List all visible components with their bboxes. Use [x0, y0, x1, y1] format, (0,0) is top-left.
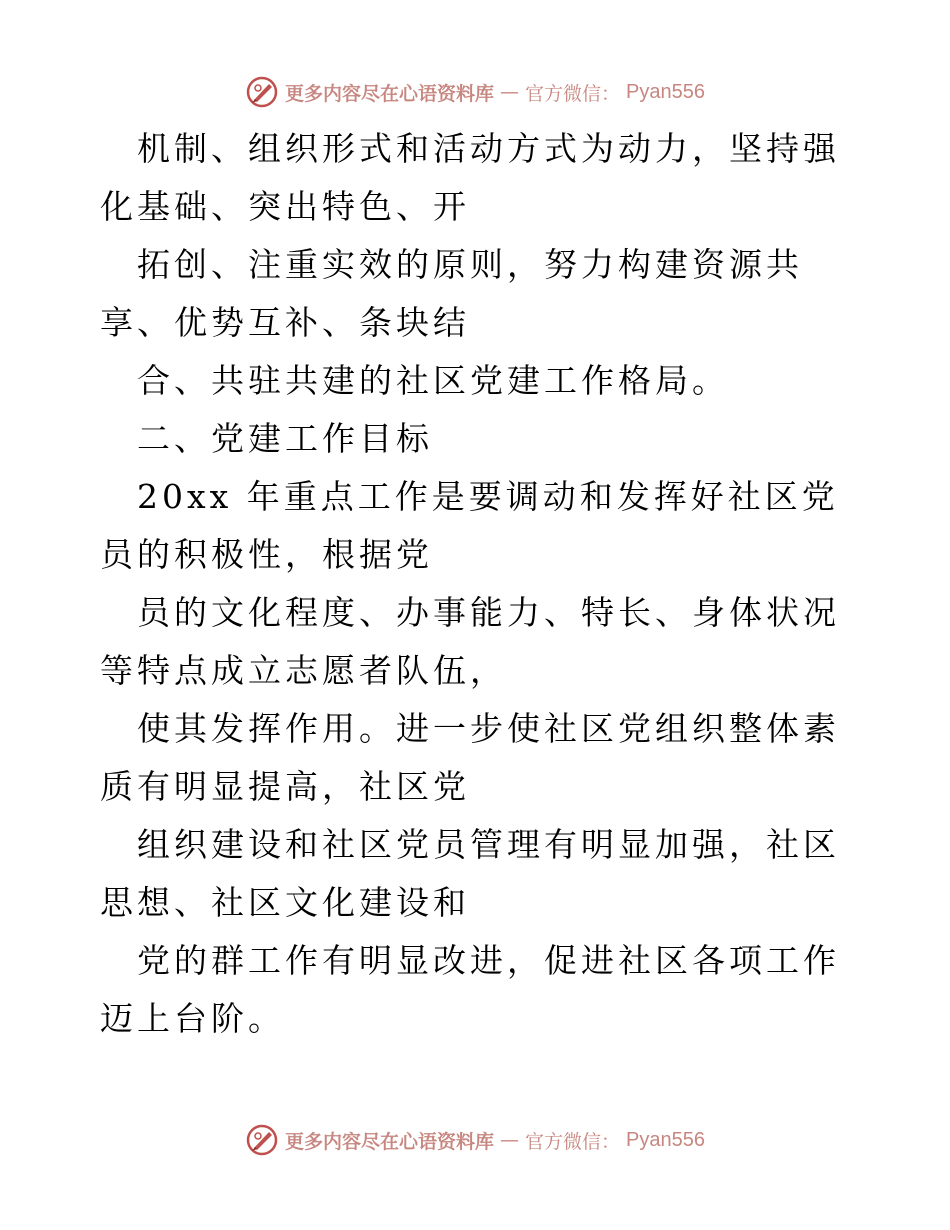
watermark-wechat-id: Pyan556	[626, 1128, 705, 1151]
watermark-wechat-id: Pyan556	[626, 80, 705, 103]
paragraph-4: 20xx 年重点工作是要调动和发挥好社区党员的积极性，根据党	[100, 477, 839, 574]
section-heading: 二、党建工作目标	[137, 419, 433, 458]
watermark-separator: —	[500, 81, 520, 103]
document-body	[100, 120, 860, 1048]
watermark-brand-text: 更多内容尽在心语资料库	[285, 82, 495, 105]
paragraph-7: 组织建设和社区党员管理有明显加强，社区思想、社区文化建设和	[100, 825, 840, 922]
paragraph-3: 合、共驻共建的社区党建工作格局。	[137, 361, 729, 400]
watermark-brand-text: 更多内容尽在心语资料库	[285, 1130, 495, 1153]
paragraph-6: 使其发挥作用。进一步使社区党组织整体素质有明显提高，社区党	[100, 709, 840, 806]
watermark-wechat-label: 官方微信：	[525, 1130, 621, 1153]
watermark-wechat-label: 官方微信：	[525, 82, 621, 105]
paragraph-2: 拓创、注重实效的原则，努力构建资源共享、优势互补、条块结	[100, 245, 803, 342]
header-watermark	[0, 70, 950, 114]
paragraph-1: 机制、组织形式和活动方式为动力，坚持强化基础、突出特色、开	[100, 129, 840, 226]
feather-pen-logo-icon	[245, 1123, 279, 1157]
paragraph-5: 员的文化程度、办事能力、特长、身体状况等特点成立志愿者队伍，	[100, 593, 840, 690]
footer-watermark	[0, 1118, 950, 1162]
watermark-separator: —	[500, 1129, 520, 1151]
paragraph-8: 党的群工作有明显改进，促进社区各项工作迈上台阶。	[100, 941, 840, 1038]
feather-pen-logo-icon	[245, 75, 279, 109]
